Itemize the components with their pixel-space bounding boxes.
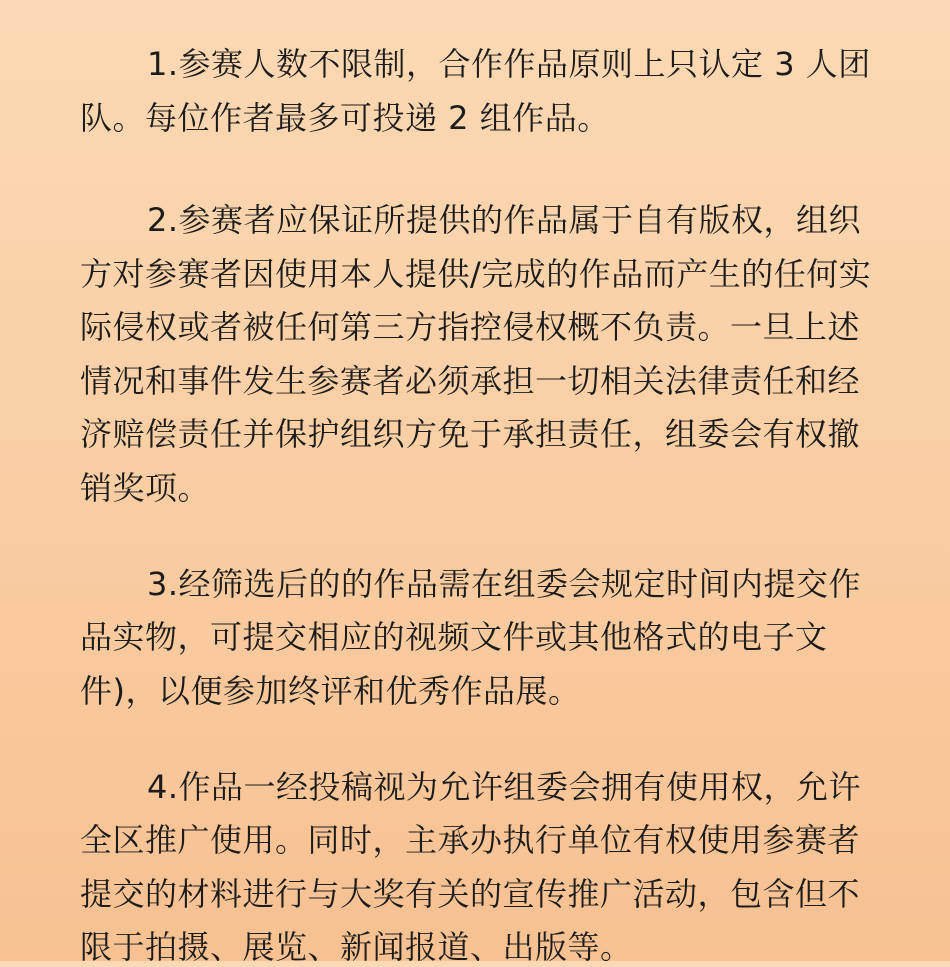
clause-2-line-6: 销奖项。	[80, 469, 211, 507]
clause-2-line-4: 情况和事件发生参赛者必须承担一切相关法律责任和经	[80, 362, 861, 400]
clause-4-line-1: 4.作品一经投稿视为允许组委会拥有使用权，允许	[147, 768, 862, 806]
clause-4-line-2: 全区推广使用。同时，主承办执行单位有权使用参赛者	[80, 821, 861, 859]
clause-2-line-2: 方对参赛者因使用本人提供/完成的作品而产生的任何实	[80, 255, 872, 293]
clause-3-line-1: 3.经筛选后的的作品需在组委会规定时间内提交作	[147, 565, 862, 603]
clause-1-line-2: 队。每位作者最多可投递 2 组作品。	[80, 99, 610, 137]
clause-1-line-1: 1.参赛人数不限制，合作作品原则上只认定 3 人团	[147, 45, 871, 83]
clause-4-line-3: 提交的材料进行与大奖有关的宣传推广活动，包含但不	[80, 875, 861, 913]
clause-2-line-3: 际侵权或者被任何第三方指控侵权概不负责。一旦上述	[80, 308, 861, 346]
clause-3-line-2: 品实物，可提交相应的视频文件或其他格式的电子文	[80, 618, 828, 656]
clause-3-line-3: 件)，以便参加终评和优秀作品展。	[80, 672, 581, 710]
clause-2-line-1: 2.参赛者应保证所提供的作品属于自有版权，组织	[147, 201, 862, 239]
clause-4-line-4: 限于拍摄、展览、新闻报道、出版等。	[80, 928, 633, 966]
clause-2-line-5: 济赔偿责任并保护组织方免于承担责任，组委会有权撤	[80, 415, 861, 453]
